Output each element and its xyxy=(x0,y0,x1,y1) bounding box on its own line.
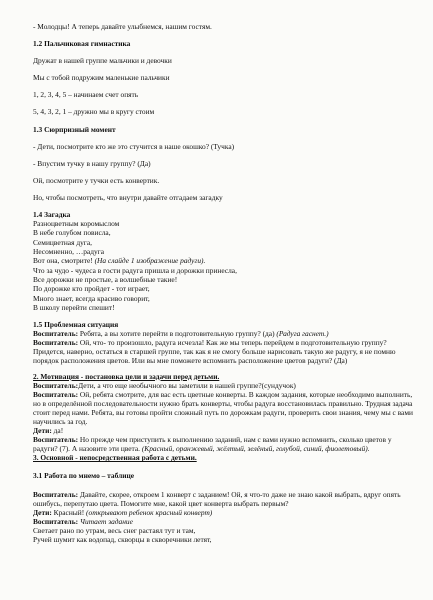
stage-note: (открывают ребенок красный конверт) xyxy=(86,507,213,517)
riddle-poem xyxy=(33,219,413,312)
speaker-label: Воспитатель: xyxy=(33,435,80,445)
speech-text: Ребята, а вы хотите перейти в подготовительную группу? (да) xyxy=(79,329,277,339)
poem-line: Ручей шумит как водопад, скворцы в скворечники летят, xyxy=(33,535,212,545)
dialogue-line xyxy=(33,338,413,365)
text-line: Но, чтобы посмотреть, что внутри давайте отгадаем загадку xyxy=(33,192,223,202)
section-heading: 1.3 Сюрпризный момент xyxy=(33,124,116,134)
poem-line: Светает рано по утрам, весь снег растаял тут и там, xyxy=(33,525,196,535)
text-line: - Молодцы! А теперь давайте улыбнемся, нашим гостям. xyxy=(33,22,212,31)
dialogue-line xyxy=(33,381,413,390)
speaker-label: Воспитатель: xyxy=(33,389,80,399)
dialogue-line xyxy=(33,426,413,435)
section-heading: 1.4 Загадка xyxy=(33,210,71,220)
text-line: - Впустим тучку в нашу группу? (Да) xyxy=(33,158,151,168)
speaker-label: Дети: xyxy=(33,507,54,517)
poem-line: В школу перейти спешит! xyxy=(33,302,115,312)
poem-line: В небе голубом повисла, xyxy=(33,228,111,238)
dialogue-line xyxy=(33,435,413,453)
dialogue-line xyxy=(33,490,413,508)
poem-line: Разноцветным коромыслом xyxy=(33,219,120,229)
stage-note: (На слайде 1 изображение радуги). xyxy=(94,256,206,266)
dialogue-line xyxy=(33,517,413,526)
poem-line: Все дорожки не простые, а волшебные такие! xyxy=(33,274,178,284)
speaker-label: Воспитатель: xyxy=(33,489,80,499)
text-line: Дружат в нашей группе мальчики и девочки xyxy=(33,56,172,66)
text-line: 5, 4, 3, 2, 1 – дружно мы в кругу стоим xyxy=(33,107,155,117)
poem-line: Семицветная дуга, xyxy=(33,237,92,247)
text-line: Ой, посмотрите у тучки есть конвертик. xyxy=(33,175,160,185)
poem-text: Вот она, смотрите! xyxy=(33,256,95,266)
text-line: 1, 2, 3, 4, 5 – начинаем счет опять xyxy=(33,90,139,100)
dialogue-line xyxy=(33,329,413,338)
section-heading: 3.1 Работа по мнемо – таблице xyxy=(33,470,135,480)
section-heading: 3. Основной - непосредственная работа с детьми. xyxy=(33,453,197,463)
poem-line: Много знает, всегда красиво говорит, xyxy=(33,293,150,303)
dialogue-line xyxy=(33,508,413,517)
speech-text: Ой, что- то произошло, радуга исчезла! Как же мы теперь перейдем в подготовительную группу? Придется, наверно, остаться в старшей группе, так как я не смогу больше нарисовать такую же радугу, я не помню порядок расположения цветов. Или вы мне поможете вспомнить расположение цветов радуги? (Да) xyxy=(33,338,396,366)
speaker-label: Дети: xyxy=(33,426,54,436)
speech-text: Ой, ребята смотрите, для вас есть цветные конверты. В каждом задания, которые необходимо выполнить, но в определённой последовательности нужно брать конверты, чтобы радуга восстановилась правильно. Трудная задача стоит перед нами. Ребята, вы готовы пройти сложный путь по дорожкам радуги, проверить свои знания, чему мы с вами научились за год. xyxy=(33,389,413,427)
speaker-label: Воспитатель: xyxy=(33,338,80,348)
stage-note: (Радуга гаснет.) xyxy=(276,329,329,339)
speaker-label: Воспитатель: xyxy=(33,516,80,526)
poem-line: По дорожке кто пройдет - тот играет, xyxy=(33,284,150,294)
speech-text: да! xyxy=(53,426,64,436)
section-heading: 2. Мотивация - постановка цели и задачи перед детьми. xyxy=(33,371,220,381)
speech-text: Дети, а что еще необычного вы заметили в нашей группе?(сундучок) xyxy=(78,380,296,390)
speech-text: Но прежде чем приступить к выполнению заданий, нам с вами нужно вспомнить, сколько цветов у радуги? (7). А назовите эти цвета. xyxy=(33,435,392,454)
poem-line: Несомненно, …радуга xyxy=(33,247,104,257)
stage-note: Читает задание xyxy=(79,516,133,526)
speaker-label: Воспитатель: xyxy=(33,380,79,390)
poem-line xyxy=(33,256,413,265)
speech-text: Давайте, скорее, откроем 1 конверт с заданием! Ой, я что-то даже не знаю какой выбрать, вдруг опять ошибусь, перепутаю цвета. Помогите мне, какой цвет конверта выбрать первым? xyxy=(33,489,401,508)
stage-note: (Красный, оранжевый, жёлтый, зелёный, голубой, синий, фиолетовый). xyxy=(141,444,370,454)
section-heading: 1.2 Пальчиковая гимнастика xyxy=(33,39,131,49)
text-line: Мы с тобой подружим маленькие пальчики xyxy=(33,73,170,83)
section-heading: 1.5 Проблемная ситуация xyxy=(33,320,119,330)
poem-line: Что за чудо - чудеса в гости радуга пришла и дорожки принесла, xyxy=(33,265,237,275)
text-line: - Дети, посмотрите кто же это стучится в наше окошко? (Тучка) xyxy=(33,141,235,151)
speaker-label: Воспитатель: xyxy=(33,329,80,339)
dialogue-line xyxy=(33,390,413,426)
speech-text: Красный! xyxy=(53,507,87,517)
